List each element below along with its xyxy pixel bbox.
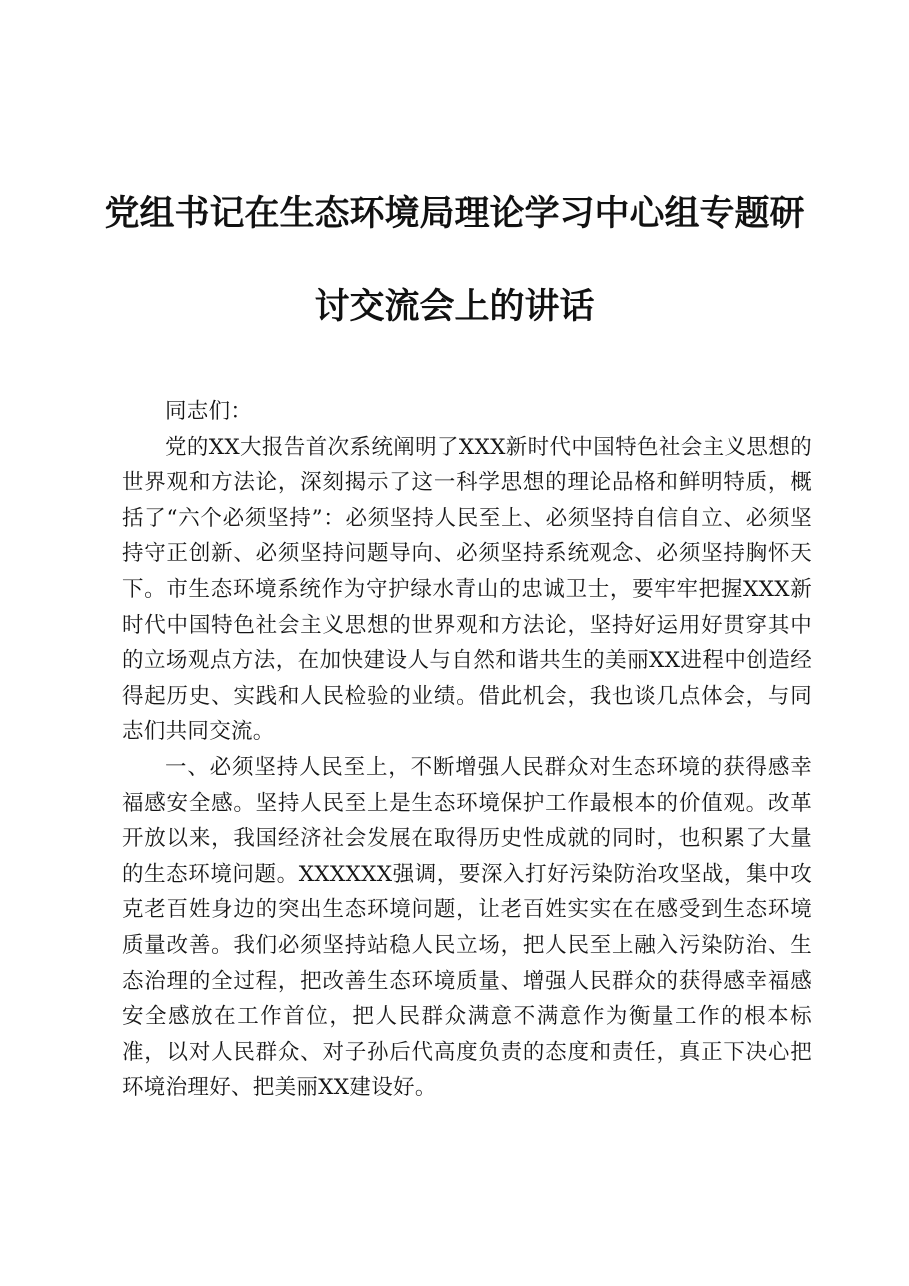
document-title-line-1: 党组书记在生态环境局理论学习中心组专题研 (104, 193, 805, 234)
paragraph-intro: 党的XX大报告首次系统阐明了XXX新时代中国特色社会主义思想的世界观和方法论，深刻揭示了这一科学思想的理论品格和鲜明特质，概括了“六个必须坚持”：必须坚持人民至上、必须坚持自信自立、必须坚持守正创新、必须坚持问题导向、必须坚持系统观念、必须坚持胸怀天下。市生态环境系统作为守护绿水青山的忠诚卫士，要牢牢把握XXX新时代中国特色社会主义思想的世界观和方法论，坚持好运用好贯穿其中的立场观点方法，在加快建设人与自然和谐共生的美丽XX进程中创造经得起历史、实践和人民检验的业绩。借此机会，我也谈几点体会，与同志们共同交流。 (122, 434, 812, 745)
paragraph-point-one: 一、必须坚持人民至上，不断增强人民群众对生态环境的获得感幸福感安全感。坚持人民至上是生态环境保护工作最根本的价值观。改革开放以来，我国经济社会发展在取得历史性成就的同时，也积累了大量的生态环境问题。XXXXXX强调，要深入打好污染防治攻坚战，集中攻克老百姓身边的突出生态环境问题，让老百姓实实在在感受到生态环境质量改善。我们必须坚持站稳人民立场，把人民至上融入污染防治、生态治理的全过程，把改善生态环境质量、增强人民群众的获得感幸福感安全感放在工作首位，把人民群众满意不满意作为衡量工作的根本标准，以对人民群众、对子孙后代高度负责的态度和责任，真正下决心把环境治理好、把美丽XX建设好。 (122, 754, 812, 1101)
document-body (122, 394, 812, 1106)
salutation: 同志们： (165, 399, 253, 424)
document-title-line-2: 讨交流会上的讲话 (314, 286, 595, 327)
